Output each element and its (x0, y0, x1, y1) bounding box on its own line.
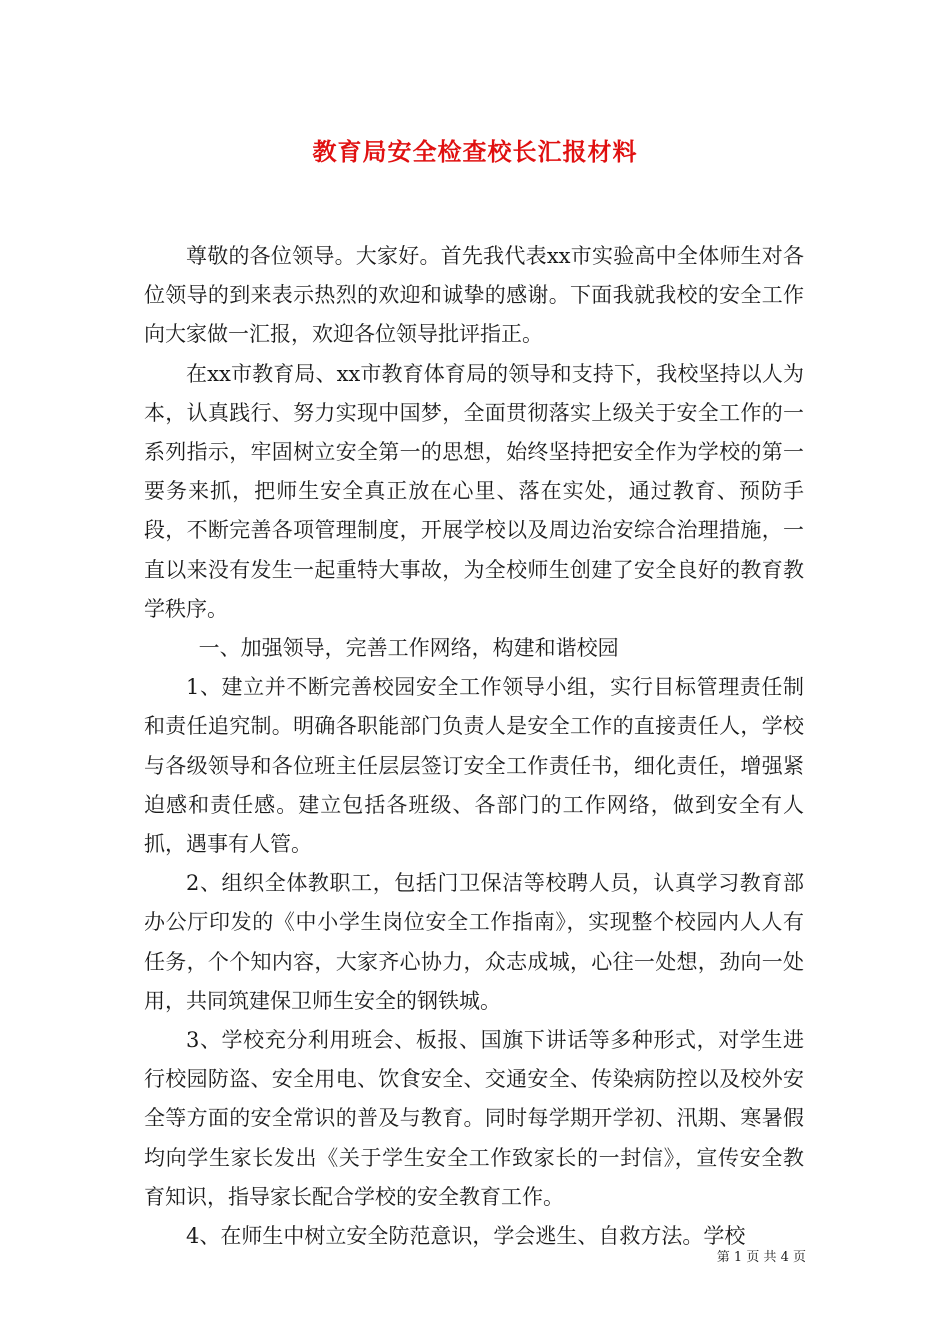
document-body (144, 237, 804, 1256)
paragraph-item-3: 3、学校充分利用班会、板报、国旗下讲话等多种形式，对学生进行校园防盗、安全用电、饮食安全、交通安全、传染病防控以及校外安全等方面的安全常识的普及与教育。同时每学期开学初、汛期、寒暑假均向学生家长发出《关于学生安全工作致家长的一封信》，宣传安全教育知识，指导家长配合学校的安全教育工作。 (144, 1028, 804, 1209)
document-title: 教育局安全检查校长汇报材料 (312, 137, 638, 166)
paragraph-overview: 在xx市教育局、xx市教育体育局的领导和支持下，我校坚持以人为本，认真践行、努力实现中国梦，全面贯彻落实上级关于安全工作的一系列指示，牢固树立安全第一的思想，始终坚持把安全作为学校的第一要务来抓，把师生安全真正放在心里、落在实处，通过教育、预防手段，不断完善各项管理制度，开展学校以及周边治安综合治理措施，一直以来没有发生一起重特大事故，为全校师生创建了安全良好的教育教学秩序。 (144, 361, 804, 621)
page-number: 第 1 页 共 4 页 (716, 1250, 806, 1265)
paragraph-item-2: 2、组织全体教职工，包括门卫保洁等校聘人员，认真学习教育部办公厅印发的《中小学生岗位安全工作指南》，实现整个校园内人人有任务，个个知内容，大家齐心协力，众志成城，心往一处想，劲向一处用，共同筑建保卫师生安全的钢铁城。 (144, 871, 804, 1013)
paragraph-item-1: 1、建立并不断完善校园安全工作领导小组，实行目标管理责任制和责任追究制。明确各职能部门负责人是安全工作的直接责任人，学校与各级领导和各位班主任层层签订安全工作责任书，细化责任，增强紧迫感和责任感。建立包括各班级、各部门的工作网络，做到安全有人抓，遇事有人管。 (144, 675, 804, 857)
paragraph-item-4: 4、在师生中树立安全防范意识，学会逃生、自救方法。学校 (186, 1224, 746, 1249)
paragraph-greeting: 尊敬的各位领导。大家好。首先我代表xx市实验高中全体师生对各位领导的到来表示热烈的欢迎和诚挚的感谢。下面我就我校的安全工作向大家做一汇报，欢迎各位领导批评指正。 (144, 244, 804, 347)
section-heading: 一、加强领导，完善工作网络，构建和谐校园 (198, 636, 619, 661)
